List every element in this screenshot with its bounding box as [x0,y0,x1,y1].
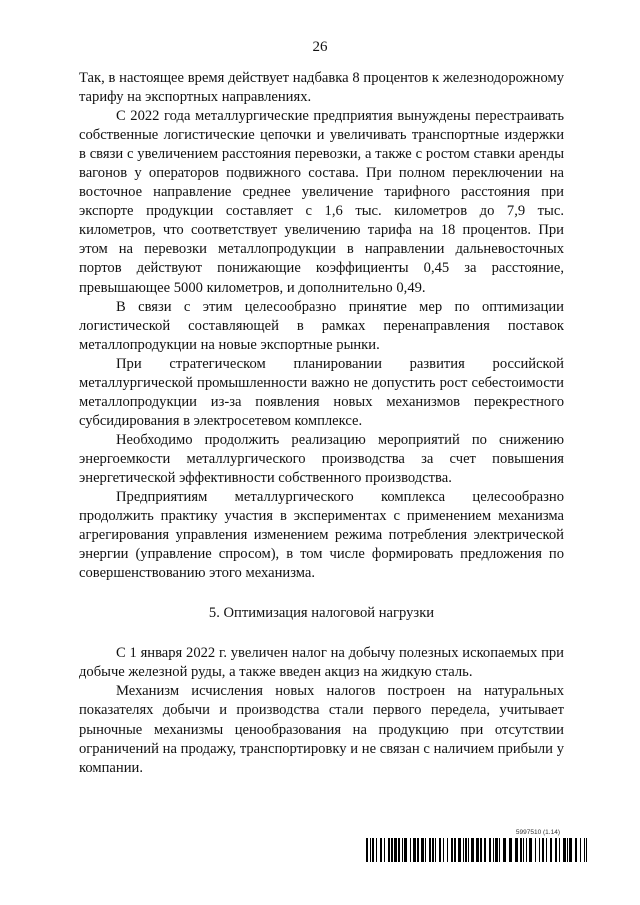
page-footer [366,829,588,862]
paragraph-logistics-costs: С 2022 года металлургические предприятия вынуждены перестраивать собственные логистические цепочки и увеличивать транспортные издержки в связи с увеличением расстояния перевозки, а также с ростом ставки аренды вагонов у операторов подвижного состава. При полном переключении на восточное направление среднее увеличение тарифного расстояния при экспорте продукции составляет с 1,6 тыс. километров до 7,9 тыс. километров, что соответствует увеличению тарифа на 18 процентов. При этом на перевозки металлопродукции в направлении дальневосточных портов действуют понижающие коэффициенты 0,45 за расстояние, превышающее 5000 километров, и дополнительно 0,49. [79,108,564,296]
page-number: 26 [312,39,328,55]
paragraph-demand-response: Предприятиям металлургического комплекса целесообразно продолжить практику участия в экспериментах с применением механизма агрегирования управления изменением режима потребления электрической энергии (управление спросом), в том числе формировать предложения по совершенствованию этого механизма. [79,489,564,582]
paragraph-rail-surcharge: Так, в настоящее время действует надбавка 8 процентов к железнодорожному тарифу на экспортных направлениях. [79,70,564,106]
paragraph-new-taxes: С 1 января 2022 г. увеличен налог на добычу полезных ископаемых при добыче железной руды, а также введен акциз на жидкую сталь. [79,645,564,681]
barcode-image [366,838,588,862]
paragraph-energy-efficiency: Необходимо продолжить реализацию мероприятий по снижению энергоемкости металлургического производства за счет повышения энергетической эффективности собственного производства. [79,431,564,486]
paragraph-tax-mechanism: Механизм исчисления новых налогов построен на натуральных показателях добычи и производства стали первого передела, учитывает рыночные механизмы ценообразования на продукцию при отсутствии ограничений на продажу, транспортировку и не связан с наличием прибыли у компании. [79,683,564,776]
paragraph-logistics-optimization: В связи с этим целесообразно принятие мер по оптимизации логистической составляющей в рамках перенаправления поставок металлопродукции на новые экспортные рынки. [79,298,564,353]
section-heading: 5. Оптимизация налоговой нагрузки [208,605,435,622]
document-body [79,69,564,778]
document-code: 5997510 (1.14) [515,829,560,836]
paragraph-strategic-planning: При стратегическом планировании развития российской металлургической промышленности важно не допустить рост себестоимости металлопродукции из-за появления новых механизмов перекрестного субсидирования в электросетевом комплексе. [79,355,564,429]
